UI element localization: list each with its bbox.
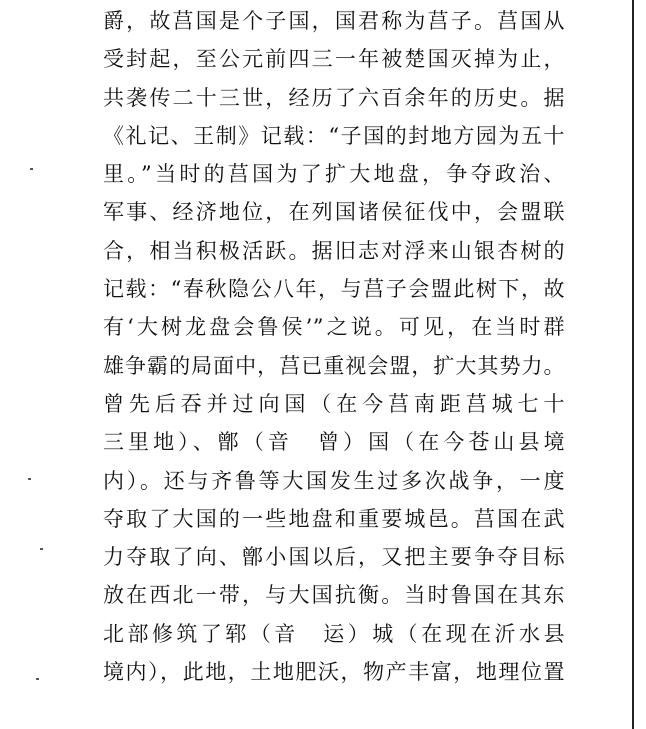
text-line-4: 《礼记、王制》记载：“子国的封地方园为五十: [103, 123, 565, 148]
body-text: [103, 2, 565, 691]
scan-speck: [40, 548, 43, 550]
text-line-13: 内）。还与齐鲁等大国发生过多次战争，一度: [103, 468, 565, 493]
text-line-6: 军事、经济地位，在列国诸侯征伐中，会盟联: [103, 200, 565, 225]
scan-speck: [30, 168, 33, 170]
text-line-2: 受封起，至公元前四三一年被楚国灭掉为止，: [103, 47, 565, 72]
text-line-5: 里。”当时的莒国为了扩大地盘，争夺政治、: [103, 162, 565, 187]
text-line-3: 共袭传二十三世，经历了六百余年的历史。据: [103, 85, 565, 110]
text-line-15: 力夺取了向、鄫小国以后，又把主要争夺目标: [103, 545, 565, 570]
text-line-9: 有‘大树龙盘会鲁侯’”之说。可见，在当时群: [103, 315, 565, 340]
text-line-11: 曾先后吞并过向国（在今莒南距莒城七十: [103, 391, 565, 416]
scan-speck: [28, 478, 31, 480]
text-line-10: 雄争霸的局面中，莒已重视会盟，扩大其势力。: [103, 353, 565, 378]
text-line-8: 记载：“春秋隐公八年，与莒子会盟此树下，故: [103, 277, 565, 302]
text-line-1: 爵，故莒国是个子国，国君称为莒子。莒国从: [103, 9, 565, 33]
text-line-16: 放在西北一带，与大国抗衡。当时鲁国在其东: [103, 583, 565, 608]
text-line-18: 境内），此地，土地肥沃，物产丰富，地理位置: [103, 660, 565, 685]
scan-speck: [36, 678, 39, 680]
text-line-12: 三里地）、鄫（音 曾）国（在今苍山县境: [103, 430, 565, 455]
text-line-17: 北部修筑了郓（音 运）城（在现在沂水县: [103, 621, 565, 646]
text-line-7: 合，相当积极活跃。据旧志对浮来山银杏树的: [103, 238, 565, 263]
page-edge-line: [632, 0, 634, 729]
text-line-14: 夺取了大国的一些地盘和重要城邑。莒国在武: [103, 506, 565, 531]
